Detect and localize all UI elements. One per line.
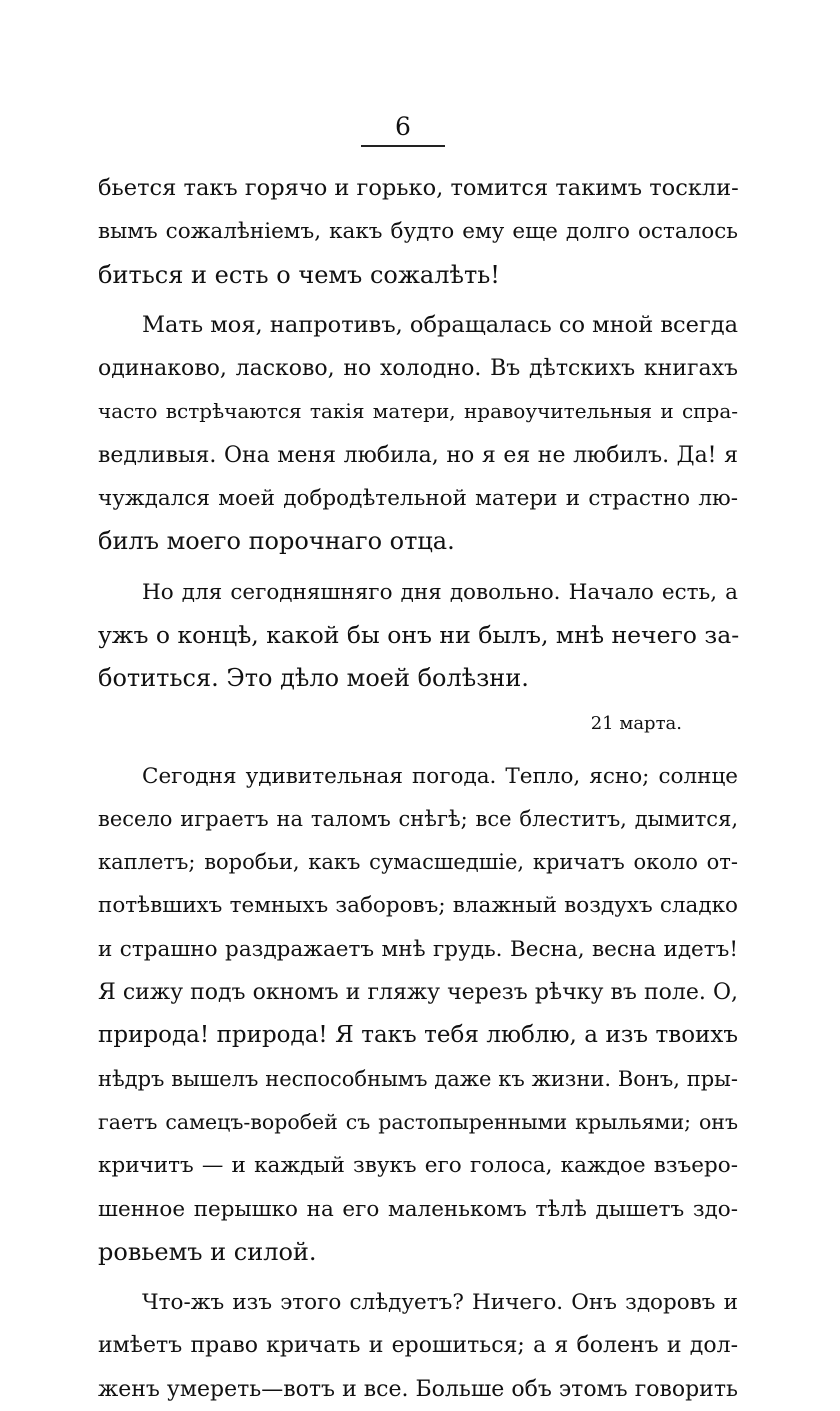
text-line: ужъ о концѣ, какой бы онъ ни былъ, мнѣ нечего за-	[98, 620, 740, 649]
text-line: вымъ сожалѣніемъ, какъ будто ему еще долго осталось	[98, 219, 738, 245]
text-line: женъ умереть—вотъ и все. Больше объ этомъ говорить	[98, 1376, 738, 1402]
text-line: ведливыя. Она меня любила, но я ея не любилъ. Да! я	[98, 442, 738, 468]
text-line: потѣвшихъ темныхъ заборовъ; влажный воздухъ сладко	[98, 893, 738, 919]
paragraph	[98, 571, 738, 701]
page-number-rule	[361, 145, 445, 147]
body-text	[98, 167, 738, 1411]
text-line: кричитъ — и каждый звукъ его голоса, каждое взъеро-	[98, 1153, 738, 1179]
text-line: биться и есть о чемъ сожалѣть!	[98, 260, 500, 289]
text-line: Сегодня удивительная погода. Тепло, ясно; солнце	[142, 763, 738, 789]
text-line: и страшно раздражаетъ мнѣ грудь. Весна, весна идетъ!	[98, 936, 738, 962]
text-line: Я сижу подъ окномъ и гляжу черезъ рѣчку въ поле. О,	[98, 980, 738, 1006]
text-line: Мать моя, напротивъ, обращалась со мной всегда	[142, 311, 739, 338]
page-number: 6	[395, 112, 411, 141]
paragraph	[98, 304, 738, 564]
text-line: гаетъ самецъ-воробей съ растопыренными крыльями; онъ	[98, 1109, 738, 1134]
text-line: природа! природа! Я такъ тебя люблю, а изъ твоихъ	[98, 1022, 738, 1049]
text-line: каплетъ; воробьи, какъ сумасшедшіе, кричатъ около от-	[98, 850, 738, 875]
paragraph	[98, 1281, 738, 1411]
text-line: часто встрѣчаются такія матери, нравоучительныя и спра-	[98, 399, 738, 424]
paragraph	[98, 755, 738, 1275]
text-line: ботиться. Это дѣло моей болѣзни.	[98, 664, 529, 693]
text-line: Но для сегодняшняго дня довольно. Начало есть, а	[142, 579, 738, 605]
text-line: бьется такъ горячо и горько, томится такимъ тоскли-	[98, 175, 739, 201]
text-line: весело играетъ на таломъ снѣгѣ; все блеститъ, дымится,	[98, 806, 738, 831]
paragraph-continuation	[98, 167, 738, 297]
text-line: шенное перышко на его маленькомъ тѣлѣ дышетъ здо-	[98, 1196, 738, 1222]
text-line: чуждался моей добродѣтельной матери и страстно лю-	[98, 486, 738, 512]
text-line: ровьемъ и силой.	[98, 1237, 317, 1266]
text-line: Что-жъ изъ этого слѣдуетъ? Ничего. Онъ здоровъ и	[142, 1290, 738, 1316]
text-line: одинаково, ласково, но холодно. Въ дѣтскихъ книгахъ	[98, 356, 738, 382]
entry-date: 21 марта.	[590, 712, 682, 734]
text-line: имѣетъ право кричать и ерошиться; а я боленъ и дол-	[98, 1333, 738, 1359]
text-line: нѣдръ вышелъ неспособнымъ даже къ жизни. Вонъ, пры-	[98, 1066, 738, 1091]
text-line: билъ моего порочнаго отца.	[98, 527, 455, 556]
